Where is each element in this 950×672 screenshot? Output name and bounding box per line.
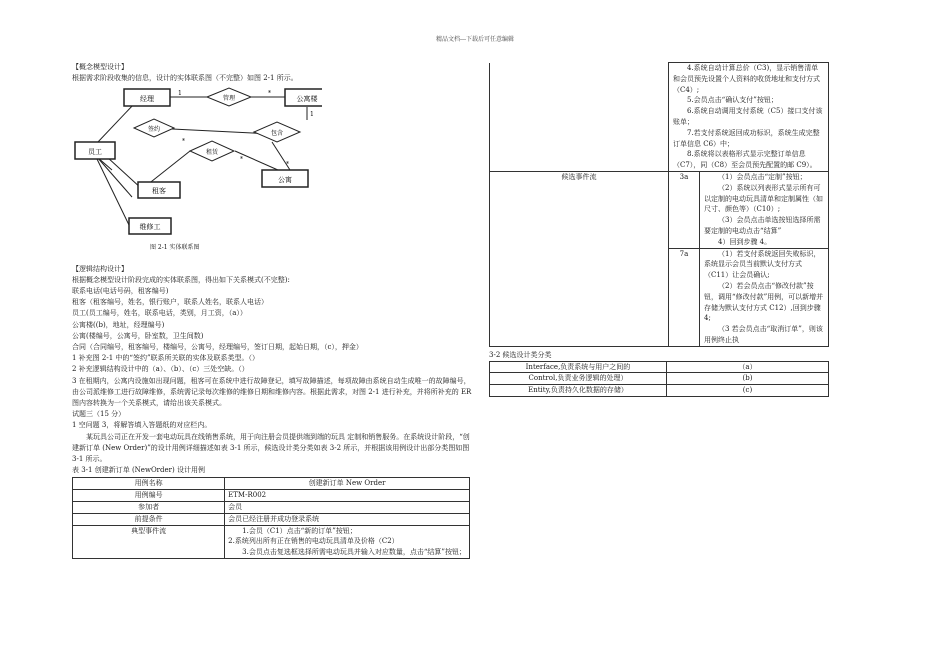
logic-line-0: 根据概念模型设计阶段完成的实体联系图，得出如下关系模式(不完整): <box>72 275 290 284</box>
left-column <box>72 62 472 559</box>
use-case-table-continued <box>489 62 829 347</box>
logic-line-6: 合同（合同编号，租客编号，楼编号，公寓号，经理编号，签订日期，起始日期，（c），押金） <box>72 343 363 352</box>
table-row <box>73 525 470 558</box>
class-blank: (b) <box>667 373 829 385</box>
alt-step: （2）系统以列表形式显示所有可以定制的电动玩具清单和定制属性（如尺寸、颜色等）（C10）; <box>704 183 823 214</box>
table-cell-label: 用例名称 <box>73 478 225 490</box>
table-cell-label: 典型事件流 <box>73 525 225 558</box>
design-class-table <box>489 361 829 397</box>
relation-manage: 管理 <box>222 95 236 103</box>
table-cell-value: ETM-R002 <box>225 490 470 502</box>
flow-step: 1.会员（C1）点击“新的订单”按钮； <box>242 526 357 535</box>
table-cell-value: 会员 <box>225 502 470 514</box>
logic-line-3: 员工(员工编号，姓名，联系电话，类别，月工资，（a）） <box>72 309 247 318</box>
table-cell-value: 创建新订单 New Order <box>225 478 470 490</box>
flow-step: 7.若支付系统返回成功标识，系统生成完整订单信息 C6）中； <box>673 128 820 148</box>
table-cell-value: 会员已经注册并成功登录系统 <box>225 513 470 525</box>
class-blank: (c) <box>667 385 829 397</box>
table-cell-label: 用例编号 <box>73 490 225 502</box>
flow-step: 2.系统列出所有正在销售的电动玩具清单及价格（C2） <box>228 537 399 546</box>
class-blank: （a） <box>667 361 829 373</box>
card-3: 1 <box>310 111 314 119</box>
table-cell-value <box>700 171 829 248</box>
relation-rent: 租赁 <box>205 149 219 157</box>
test-3-title: 试题三（15 分） <box>72 410 126 419</box>
entity-apartment-building: 公寓楼 <box>296 95 318 104</box>
alt-flow-id: 7a <box>669 248 700 346</box>
logic-line-4: 公寓楼((b)，地址，经理编号) <box>72 320 165 329</box>
table-cell-label: 前提条件 <box>73 513 225 525</box>
class-desc: Control,负责业务逻辑的处理） <box>490 373 667 385</box>
test-3-instruction: 1 空问题 3，将解答填入答题纸的对应栏内。 <box>72 421 212 430</box>
relation-contain: 包含 <box>270 130 284 138</box>
logic-line-2: 租客（租客编号，姓名，银行账户，联系人姓名，联系人电话） <box>72 298 268 307</box>
alt-step: 4）回到步骤 4。 <box>718 237 772 246</box>
alt-step: （3）会员点击单选按钮选择所需要定制的电动点击“结算” <box>704 216 821 235</box>
flow-step: 8.系统将以表格形式显示完整订单信息（C7），同（C8）至会员预先配置的邮 C9）。 <box>673 150 817 170</box>
table-cell-value <box>700 248 829 346</box>
table-row <box>490 373 829 385</box>
logic-title: 【逻辑结构设计】 <box>72 264 128 273</box>
flow-step: 4.系统自动计算总价（C3)，显示销售清单和会员预先设置个人资料的收货地址和支付方式（C4）; <box>673 64 820 94</box>
card-5: * <box>240 156 243 164</box>
table-row <box>73 513 470 525</box>
flow-step: 3.会员点击复选框选择所需电动玩具并输入对应数量，点击“结算”按钮； <box>242 548 466 557</box>
alt-step: （2）若会员点击“修改付款”按钮，调用“修改付款”用例，可以新增并存储为默认支付方式 C12）,回到步骤 4; <box>704 281 824 323</box>
table-cell-value <box>669 63 829 172</box>
alt-step: （1）会员点击“定制”按钮； <box>718 172 807 181</box>
logic-line-1: 联系电话(电话号码，租客编号) <box>72 287 169 296</box>
concept-title: 【概念模型设计】 <box>72 63 128 71</box>
table-3-2-title: 3-2 候选设计类分类 <box>489 350 552 359</box>
table-row <box>490 171 829 248</box>
right-column <box>489 62 829 397</box>
entity-manager: 经理 <box>140 95 154 104</box>
table-row <box>73 490 470 502</box>
table-cell-label: 候选事件流 <box>490 171 669 346</box>
table-3-1-title: 表 3-1 创建新订单 (NewOrder) 设计用例 <box>72 466 205 475</box>
alt-flow-id: 3a <box>669 171 700 248</box>
card-2: * <box>268 90 271 98</box>
table-row <box>73 478 470 490</box>
flow-step: 5.会员点击“确认支付”按钮； <box>687 96 778 105</box>
alt-step: （3 若会员点击“取消订单”，则该用例终止执 <box>704 325 823 344</box>
card-4: * <box>182 138 185 146</box>
use-case-table <box>72 477 470 559</box>
class-desc: Entity,负责持久化数据的存储） <box>490 385 667 397</box>
flow-step: 6.系统自动调用支付系统（C5）接口支付该账单； <box>673 107 823 126</box>
question-3: 3 在租期内，公寓内设施如出现问题，租客可在系统中进行故障登记，填写故障描述，每项故障由系统自动生成唯一的故障编号，由公司派维修工进行故障维修，系统需记录每次维修的维修日期和维修内容。根据此需求，对图 2-1 进行补充，并将所补充的 ER 图内容转换为一个关系模式，请给出该关系模式。 <box>72 376 472 408</box>
entity-apartment: 公寓 <box>278 176 292 185</box>
page-header: 精品文档---下载后可任意编辑 <box>435 36 515 43</box>
table-cell-value <box>225 525 470 558</box>
table-row <box>490 63 829 172</box>
logic-line-8: 2 补充逻辑结构设计中的（a）、（b）、（c）三处空缺。（） <box>72 365 249 374</box>
class-desc: Interface,负责系统与用户之间的 <box>490 361 667 373</box>
logic-line-7: 1 补充图 2-1 中的“签约”联系所关联的实体及联系类型。（） <box>72 354 260 363</box>
table-row <box>490 385 829 397</box>
entity-repairman: 维修工 <box>139 223 161 232</box>
relation-sign: 签约 <box>147 126 161 134</box>
er-diagram <box>72 86 322 256</box>
card-1: 1 <box>178 90 182 98</box>
entity-tenant: 租客 <box>152 187 166 196</box>
table-cell-label: 参加者 <box>73 502 225 514</box>
card-6: * <box>286 161 289 169</box>
entity-employee: 员工 <box>88 148 102 157</box>
table-row <box>73 502 470 514</box>
logic-line-5: 公寓(楼编号，公寓号，卧室数，卫生间数) <box>72 331 204 340</box>
table-row <box>490 361 829 373</box>
test-3-paragraph: 某玩具公司正在开发一套电动玩具在线销售系统，用于向注册会员提供端到端的玩具 定制和销售服务。在系统设计阶段，“创建新订单 (New Order)”的设计用例详细描述如表 3-1 所示，候选设计类分类如表 3-2 所示，并根据该用例设计出部分类图如图 3-1 所示。 <box>72 432 470 464</box>
concept-desc: 根据需求阶段收集的信息，设计的实体联系图（不完整）如图 2-1 所示。 <box>72 74 298 83</box>
figure-caption: 图 2-1 实体联系图 <box>150 244 200 252</box>
alt-step: （1）若支付系统返回失败标识，系统显示会员当前默认支付方式（C11）让会员确认; <box>704 249 821 280</box>
